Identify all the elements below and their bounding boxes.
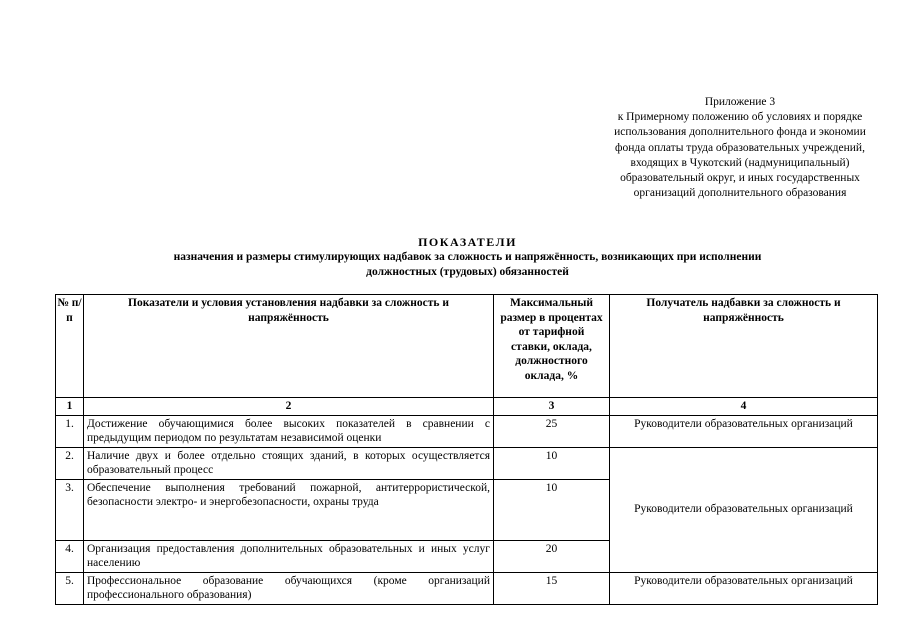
table-header-row (56, 295, 878, 398)
header-num: № п/п (56, 295, 84, 398)
row-value: 20 (494, 540, 610, 572)
row-num: 4. (56, 540, 84, 572)
row-value: 25 (494, 415, 610, 447)
row-indicator: Наличие двух и более отдельно стоящих зданий, в которых осуществляется образовательный процесс (84, 447, 494, 479)
subtitle-line-2: должностных (трудовых) обязанностей (366, 266, 569, 278)
row-recipient: Руководители образовательных организаций (610, 415, 878, 447)
appendix-line: использования дополнительного фонда и экономии (614, 126, 866, 139)
document-subtitle (55, 250, 880, 280)
row-recipient: Руководители образовательных организаций (610, 572, 878, 604)
column-number-row (56, 398, 878, 416)
table-row (56, 447, 878, 479)
header-recipient: Получатель надбавки за сложность и напряжённость (610, 295, 878, 398)
row-indicator: Организация предоставления дополнительных образовательных и иных услуг населению (84, 540, 494, 572)
row-num: 5. (56, 572, 84, 604)
row-value: 15 (494, 572, 610, 604)
row-num: 3. (56, 479, 84, 540)
row-value: 10 (494, 479, 610, 540)
row-indicator: Достижение обучающимися более высоких показателей в сравнении с предыдущим периодом по результатам независимой оценки (84, 415, 494, 447)
row-num: 2. (56, 447, 84, 479)
appendix-line: Приложение 3 (704, 96, 776, 108)
column-number: 1 (56, 398, 84, 416)
header-max-size: Максимальный размер в процентах от тарифной ставки, оклада, должностного оклада, % (494, 295, 610, 398)
table-row (56, 415, 878, 447)
header-indicators: Показатели и условия установления надбавки за сложность и напряжённость (84, 295, 494, 398)
appendix-line: входящих в Чукотский (надмуниципальный) (630, 156, 850, 169)
subtitle-line-1: назначения и размеры стимулирующих надбавок за сложность и напряжённость, возникающих при исполнении (173, 251, 762, 263)
row-value: 10 (494, 447, 610, 479)
indicators-table (55, 294, 878, 605)
appendix-line: образовательный округ, и иных государственных (620, 172, 860, 185)
appendix-line: фонда оплаты труда образовательных учреждений, (615, 141, 865, 154)
appendix-line: организаций дополнительного образования (633, 187, 847, 200)
row-indicator: Профессиональное образование обучающихся (кроме организаций профессионального образования) (84, 572, 494, 604)
document-title: ПОКАЗАТЕЛИ (418, 235, 517, 249)
row-indicator: Обеспечение выполнения требований пожарной, антитеррористической, безопасности электро- и энергобезопасности, охраны труда (84, 479, 494, 540)
column-number: 3 (494, 398, 610, 416)
table-row (56, 572, 878, 604)
column-number: 4 (610, 398, 878, 416)
row-num: 1. (56, 415, 84, 447)
column-number: 2 (84, 398, 494, 416)
row-recipient-merged: Руководители образовательных организаций (610, 447, 878, 572)
appendix-note (560, 95, 905, 201)
appendix-line: к Примерному положению об условиях и порядке (617, 111, 863, 124)
